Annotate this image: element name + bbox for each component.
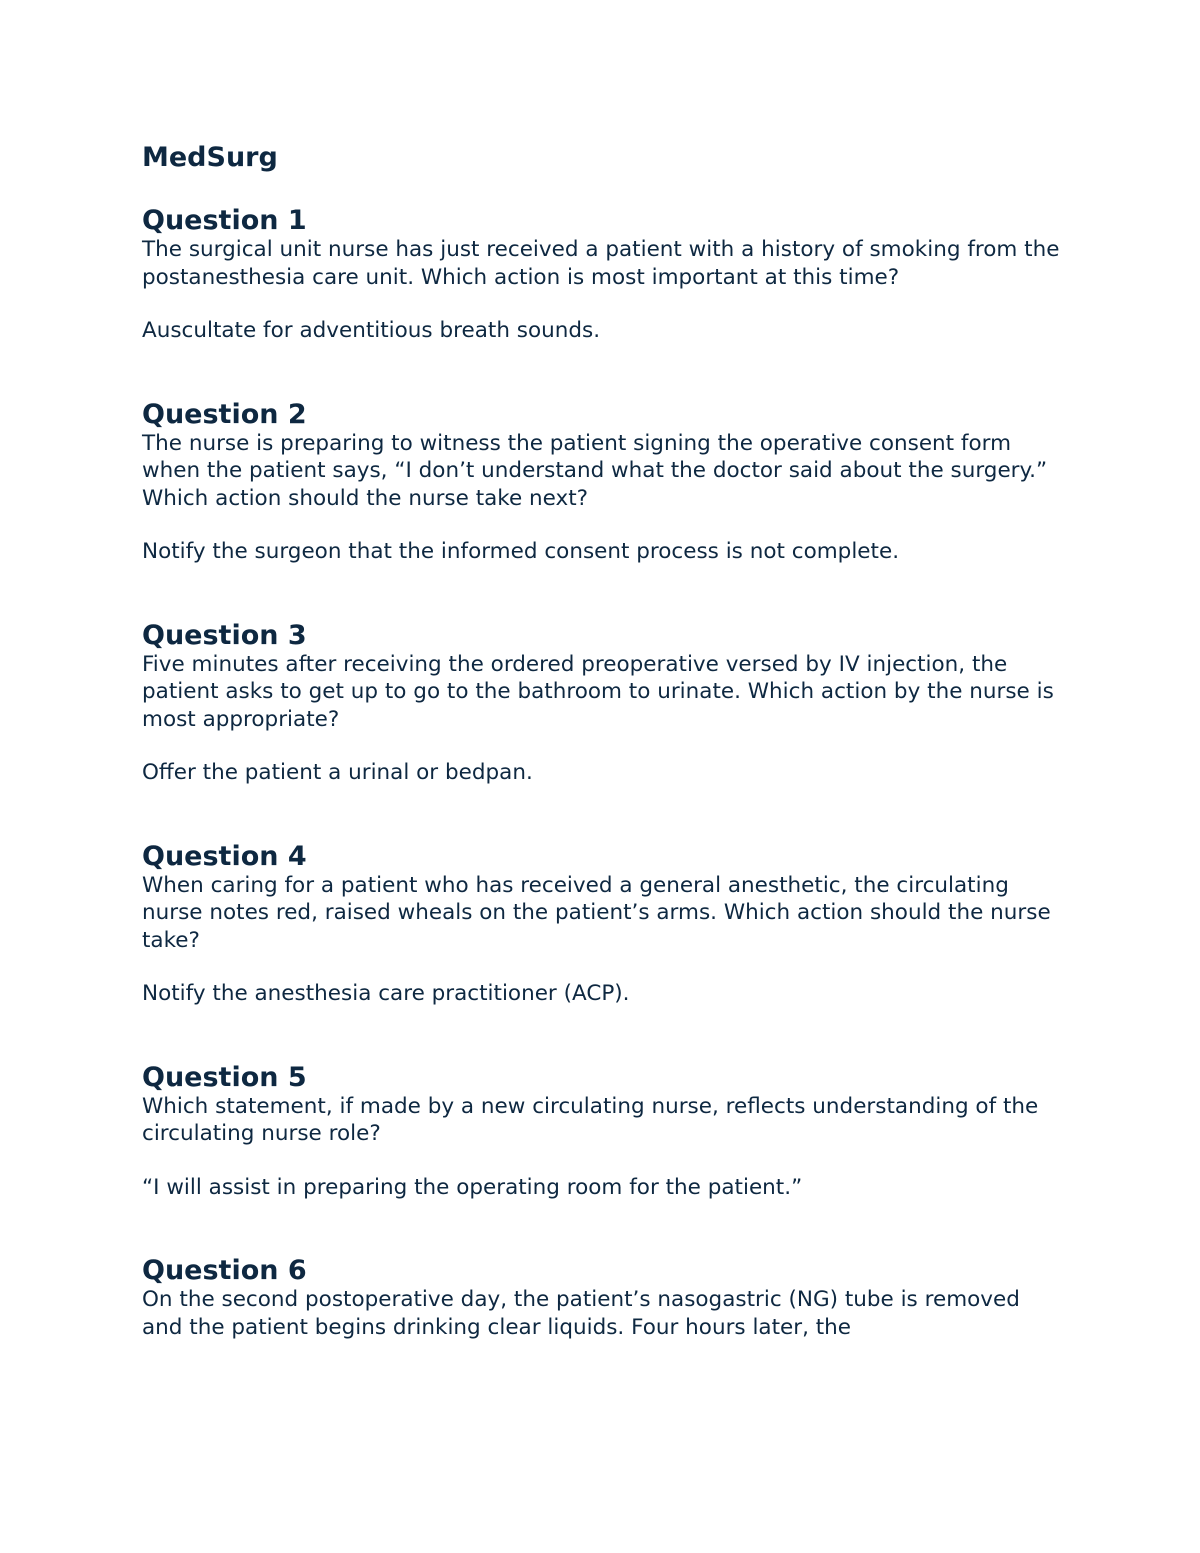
question-4 bbox=[142, 841, 1062, 1008]
question-text: Which statement, if made by a new circulating nurse, reflects understanding of the circulating nurse role? bbox=[142, 1093, 1039, 1146]
document-page bbox=[142, 140, 1062, 1395]
question-heading: Question 4 bbox=[142, 840, 307, 872]
question-text: Five minutes after receiving the ordered preoperative versed by IV injection, the patient asks to get up to go to the bathroom to urinate. Which action by the nurse is most appropriate? bbox=[142, 651, 1054, 732]
question-heading: Question 2 bbox=[142, 398, 307, 430]
question-3 bbox=[142, 620, 1062, 787]
question-text: The nurse is preparing to witness the patient signing the operative consent form when the patient says, “I don’t understand what the doctor said about the surgery.” Which action should the nurse take next? bbox=[142, 430, 1048, 511]
question-answer: Notify the surgeon that the informed consent process is not complete. bbox=[142, 539, 900, 564]
question-5 bbox=[142, 1062, 1062, 1202]
question-text: When caring for a patient who has received a general anesthetic, the circulating nurse notes red, raised wheals on the patient’s arms. Which action should the nurse take? bbox=[142, 872, 1051, 953]
question-text: On the second postoperative day, the patient’s nasogastric (NG) tube is removed and the patient begins drinking clear liquids. Four hours later, the bbox=[142, 1287, 1020, 1340]
question-answer: Notify the anesthesia care practitioner (ACP). bbox=[142, 981, 630, 1006]
question-heading: Question 6 bbox=[142, 1255, 307, 1286]
question-2 bbox=[142, 399, 1062, 566]
question-6 bbox=[142, 1255, 1062, 1341]
document-title: MedSurg bbox=[142, 142, 278, 173]
question-answer: “I will assist in preparing the operating room for the patient.” bbox=[142, 1174, 803, 1200]
question-heading: Question 3 bbox=[142, 619, 307, 651]
question-heading: Question 1 bbox=[142, 205, 307, 236]
question-answer: Offer the patient a urinal or bedpan. bbox=[142, 760, 533, 785]
question-answer: Auscultate for adventitious breath sounds. bbox=[142, 318, 601, 343]
question-heading: Question 5 bbox=[142, 1061, 307, 1093]
question-text: The surgical unit nurse has just received a patient with a history of smoking from the postanesthesia care unit. Which action is most important at this time? bbox=[142, 237, 1060, 290]
question-1 bbox=[142, 205, 1062, 345]
